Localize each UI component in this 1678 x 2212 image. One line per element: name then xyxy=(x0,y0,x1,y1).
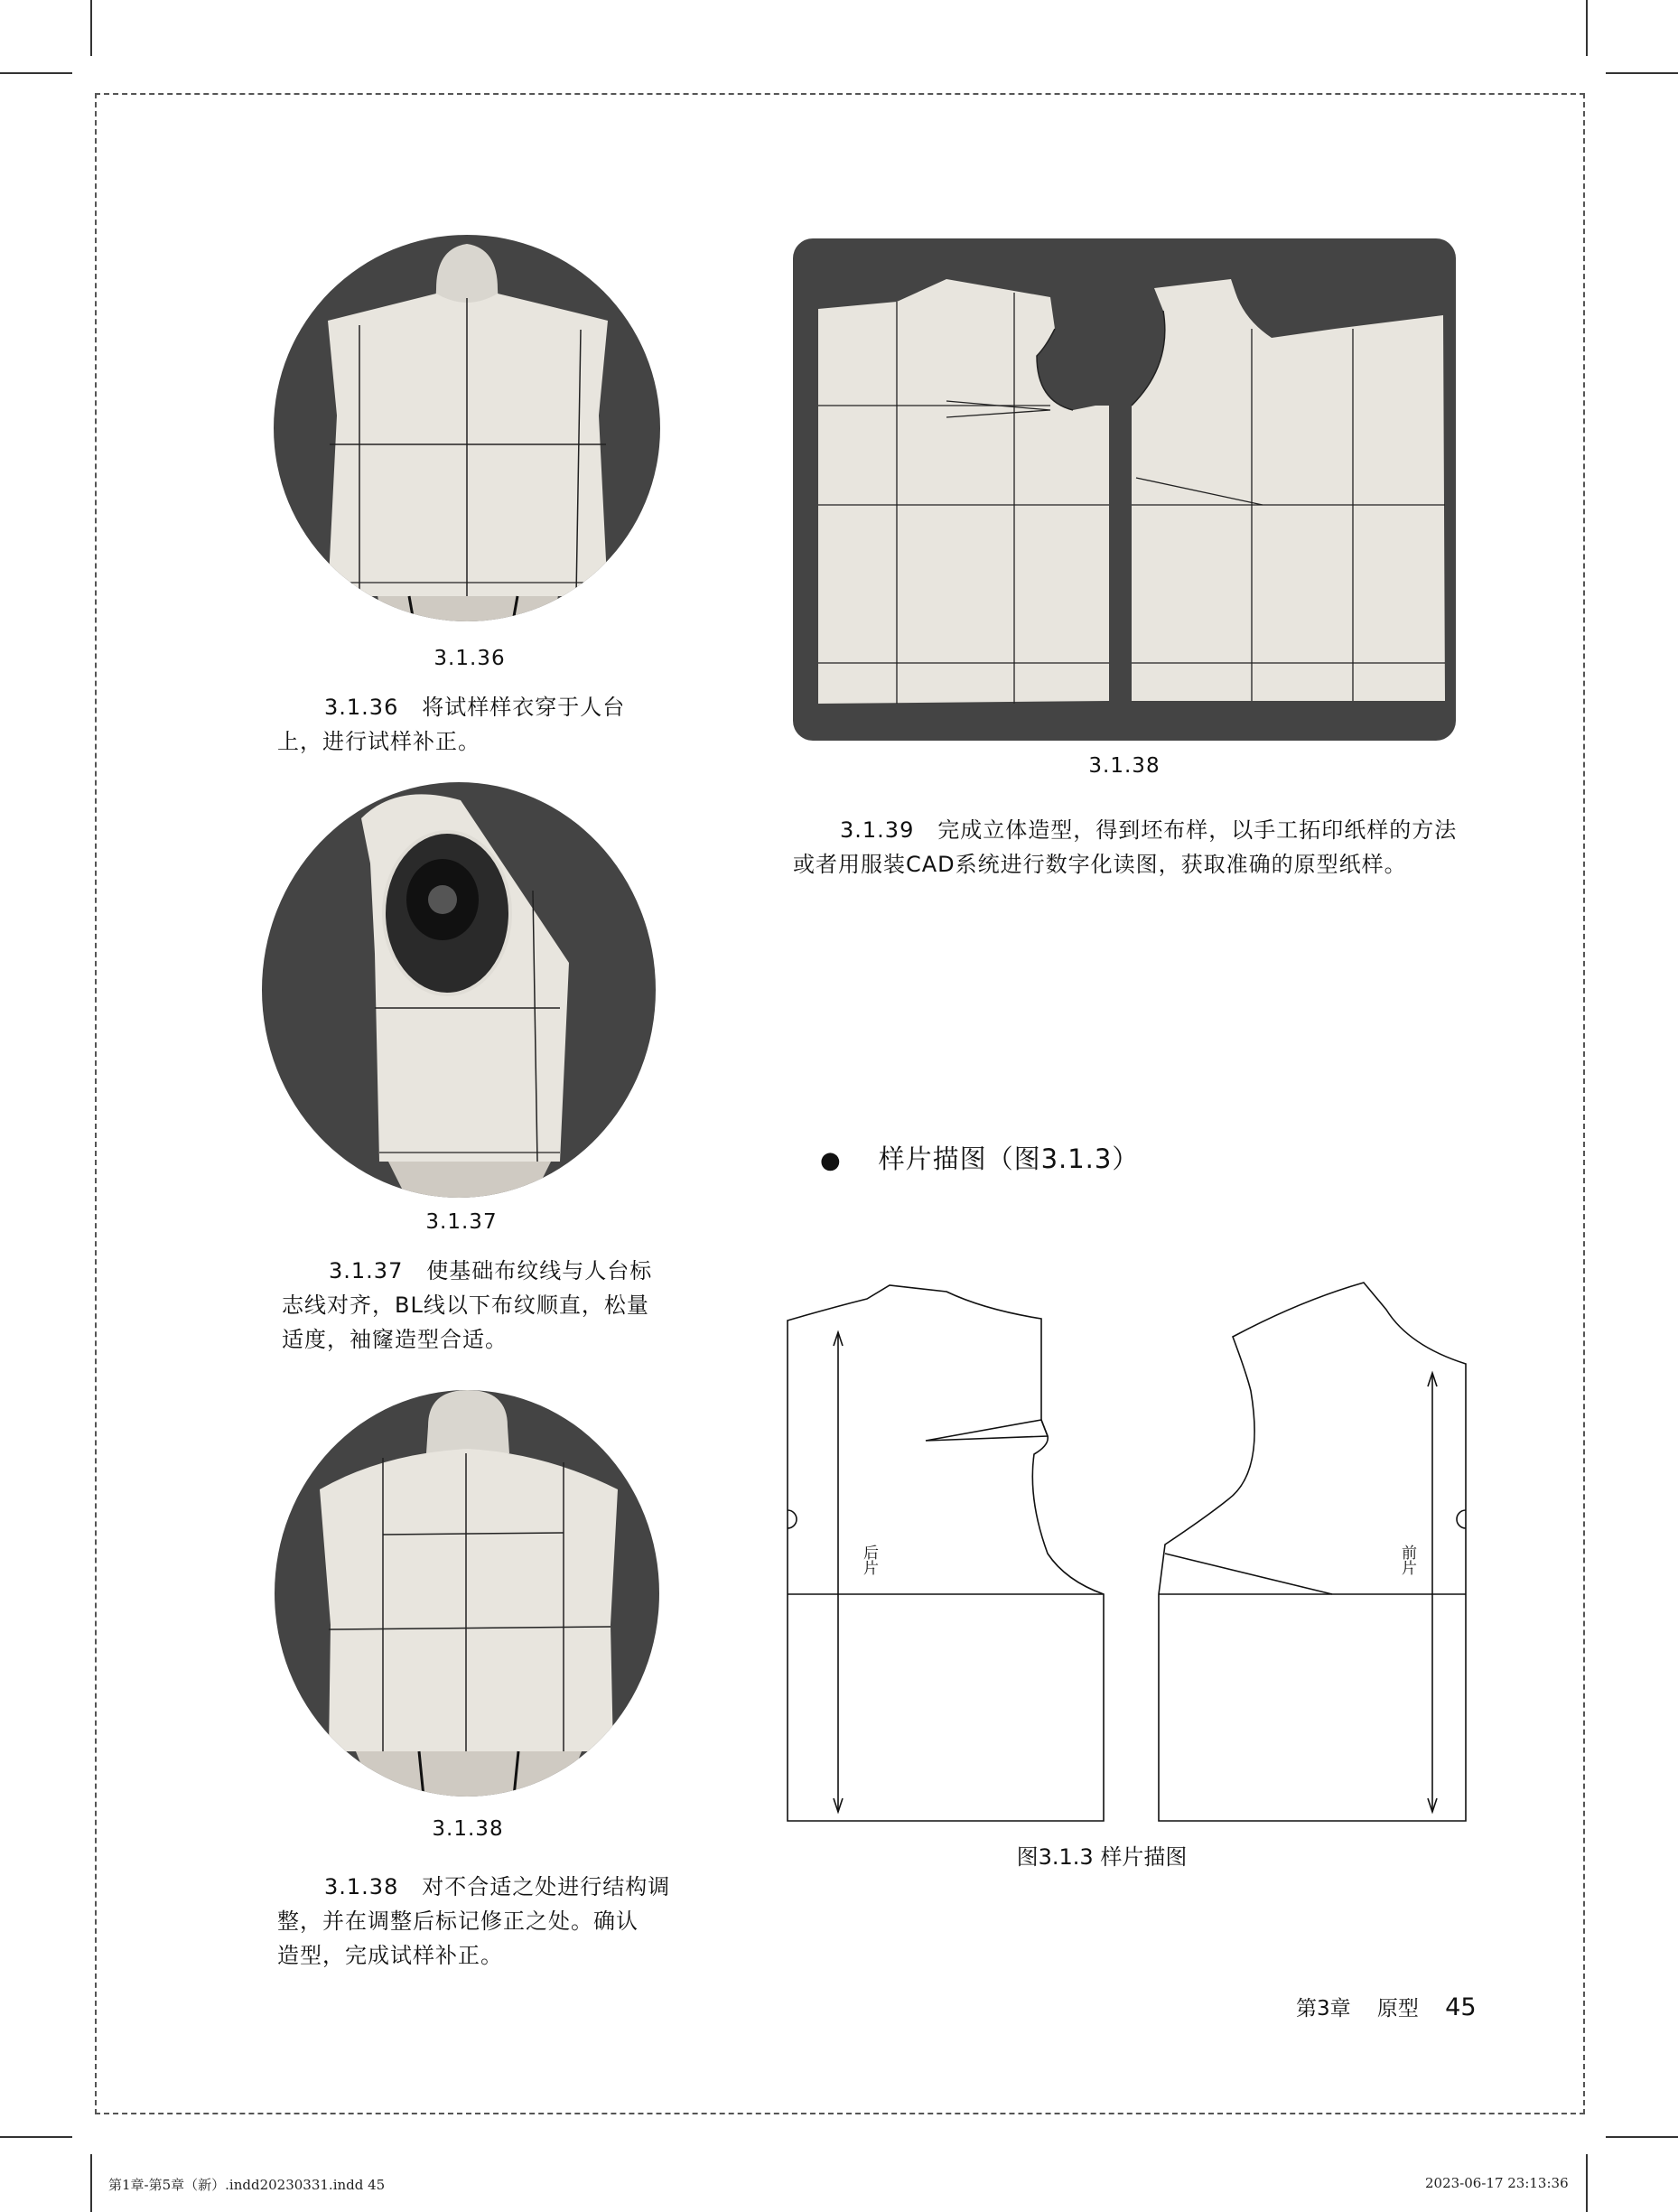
paragraph-3-1-39: 3.1.39 完成立体造型，得到坯布样，以手工拓印纸样的方法 或者用服装CAD系统进行数字化读图，获取准确的原型纸样。 xyxy=(793,817,1458,877)
paragraph-3-1-38: 3.1.38 对不合适之处进行结构调 整，并在调整后标记修正之处。确认 造型，完成试样补正。 xyxy=(277,1874,671,1968)
paragraph-3-1-37: 3.1.37 使基础布纹线与人台标 志线对齐，BL线以下布纹顺直，松量 适度，袖窿造型合适。 xyxy=(282,1258,653,1352)
slug-left: 第1章-第5章（新）.indd20230331.indd 45 xyxy=(108,2177,386,2193)
back-piece-label: 后片 xyxy=(860,1545,878,1575)
photo-3-1-37 xyxy=(262,782,656,1198)
topic-label: 原型 xyxy=(1376,1997,1419,2021)
slug-right: 2023-06-17 23:13:36 xyxy=(1425,2175,1569,2191)
page-number: 45 xyxy=(1445,1993,1477,2021)
section-title: 样片描图（图3.1.3） xyxy=(878,1143,1140,1174)
photo-3-1-36 xyxy=(274,235,660,621)
photo-muslin-pattern xyxy=(793,238,1456,741)
photo-caption-4: 3.1.38 xyxy=(1088,754,1161,778)
pattern-diagram xyxy=(777,1274,1481,1834)
front-piece-label: 前片 xyxy=(1398,1545,1416,1575)
photo-3-1-38 xyxy=(275,1390,659,1797)
photo-caption-2: 3.1.37 xyxy=(425,1210,498,1234)
bullet-icon: ● xyxy=(820,1147,842,1174)
photo-caption-3: 3.1.38 xyxy=(432,1817,504,1841)
chapter-label: 第3章 xyxy=(1296,1997,1351,2021)
figure-caption: 图3.1.3 样片描图 xyxy=(1016,1844,1188,1870)
paragraph-3-1-36: 3.1.36 将试样样衣穿于人台 上，进行试样补正。 xyxy=(277,695,626,754)
section-heading xyxy=(820,1139,1139,1176)
running-head xyxy=(1296,1992,1477,2021)
photo-caption-1: 3.1.36 xyxy=(433,647,506,670)
